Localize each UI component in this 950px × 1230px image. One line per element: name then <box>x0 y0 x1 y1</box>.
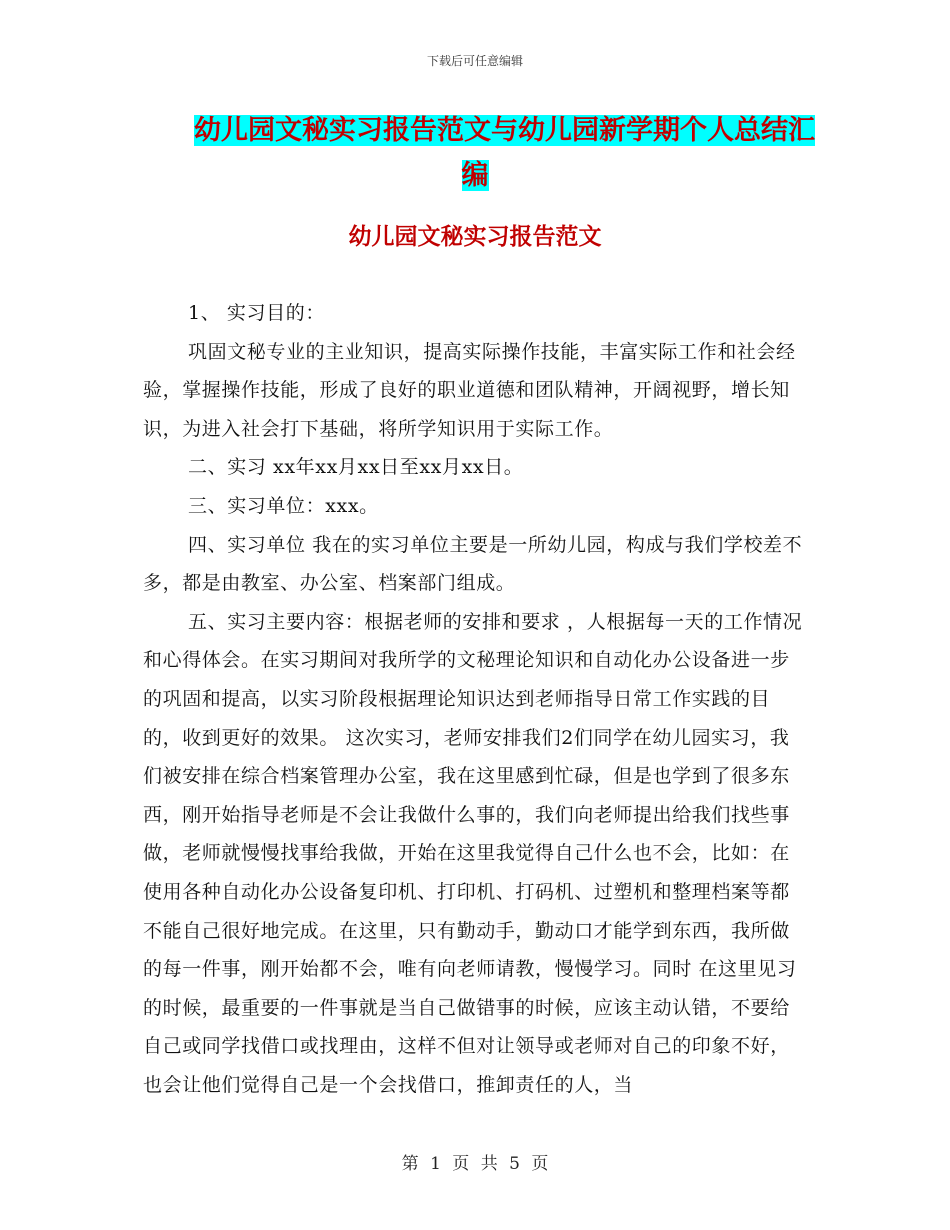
paragraph: 二、实习 xx年xx月xx日至xx月xx日。 <box>188 456 524 479</box>
document-title-line-2 <box>150 153 800 198</box>
paragraph: 五、实习主要内容：根据老师的安排和要求 ，人根据每一天的工作情况和心得体会。在实习期间对我所学的文秘理论知识和自动化办公设备进一步的巩固和提高，以实习阶段根据理论知识达到老师指导日常工作实践的目的，收到更好的效果。 这次实习，老师安排我们2们同学在幼儿园实习，我们被安排在综合档案管理办公室，我在这里感到忙碌，但是也学到了很多东西，刚开始指导老师是不会让我做什么事的，我们向老师提出给我们找些事做，老师就慢慢找事给我做，开始在这里我觉得自己什么也不会，比如：在使用各种自动化办公设备复印机、打印机、打码机、过塑机和整理档案等都不能自己很好地完成。在这里，只有勤动手，勤动口才能学到东西，我所做的每一件事，刚开始都不会，唯有向老师请教，慢慢学习。同时 在这里见习的时候，最重要的一件事就是当自己做错事的时候，应该主动认错，不要给自己或同学找借口或找理由，这样不但对让领导或老师对自己的印象不好，也会让他们觉得自己是一个会找借口，推卸责任的人，当 <box>143 610 803 1096</box>
paragraph: 1、 实习目的： <box>188 302 325 324</box>
paragraph: 三、实习单位：xxx。 <box>188 494 379 517</box>
paragraph: 巩固文秘专业的主业知识，提高实际操作技能，丰富实际工作和社会经验，掌握操作技能，形成了良好的职业道德和团队精神，开阔视野，增长知识，为进入社会打下基础，将所学知识用于实际工作。 <box>143 340 796 440</box>
section-title: 幼儿园文秘实习报告范文 <box>348 224 602 250</box>
page-number-footer: 第 1 页 共 5 页 <box>401 1154 549 1174</box>
title-highlight: 编 <box>461 160 489 191</box>
title-highlight: 幼儿园文秘实习报告范文与幼儿园新学期个人总结汇 <box>194 115 815 146</box>
paragraph: 四、实习单位 我在的实习单位主要是一所幼儿园，构成与我们学校差不多，都是由教室、办公室、档案部门组成。 <box>143 533 803 595</box>
page-header-note: 下载后可任意编辑 <box>426 54 523 68</box>
document-title <box>150 108 850 198</box>
document-body <box>143 294 803 1104</box>
document-title-line-1 <box>150 108 850 153</box>
